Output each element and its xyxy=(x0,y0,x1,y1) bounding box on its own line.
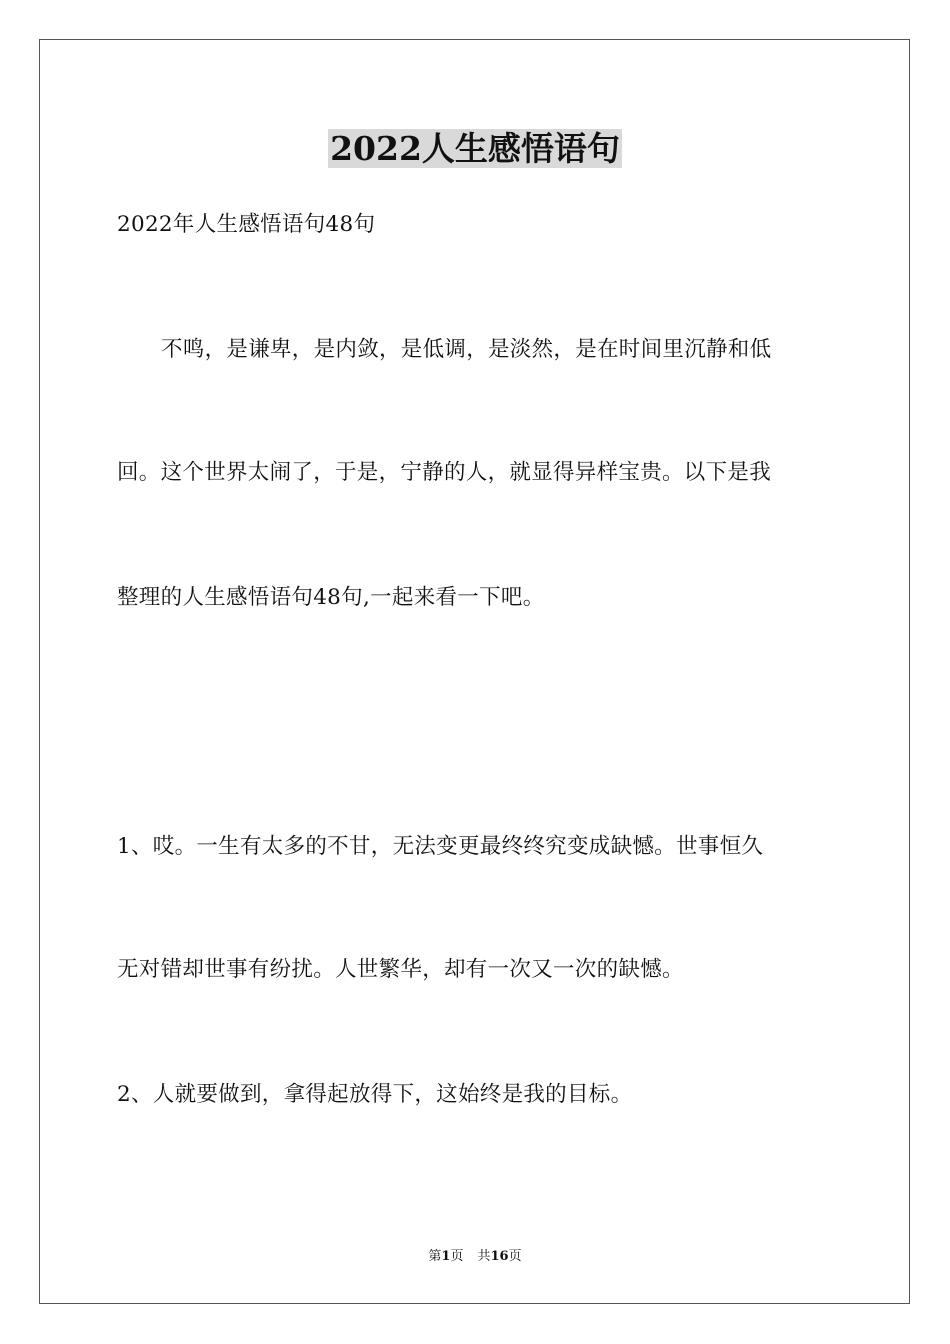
intro-line-1: 不鸣，是谦卑，是内敛，是低调，是淡然，是在时间里沉静和低 xyxy=(161,337,772,362)
footer-total-suffix: 页 xyxy=(508,1249,522,1264)
intro-line-3: 整理的人生感悟语句48句,一起来看一下吧。 xyxy=(117,585,545,610)
page-footer xyxy=(0,1248,950,1266)
footer-page-suffix: 页 xyxy=(450,1249,464,1264)
document-title-text: 2022人生感悟语句 xyxy=(330,129,620,168)
footer-total-prefix: 共 xyxy=(477,1249,491,1264)
item-2-line-1: 2、人就要做到，拿得起放得下，这始终是我的目标。 xyxy=(117,1082,633,1107)
intro-line-2: 回。这个世界太闹了，于是，宁静的人，就显得异样宝贵。以下是我 xyxy=(117,460,772,485)
document-subtitle: 2022年人生感悟语句48句 xyxy=(117,212,376,237)
footer-page-prefix: 第 xyxy=(428,1249,442,1264)
item-1-line-1: 1、哎。一生有太多的不甘，无法变更最终终究变成缺憾。世事恒久 xyxy=(117,834,764,859)
document-title xyxy=(0,128,950,170)
item-1-line-2: 无对错却世事有纷扰。人世繁华，却有一次又一次的缺憾。 xyxy=(117,957,684,982)
footer-page-number: 1 xyxy=(441,1249,451,1264)
footer-total-pages: 16 xyxy=(490,1249,509,1264)
